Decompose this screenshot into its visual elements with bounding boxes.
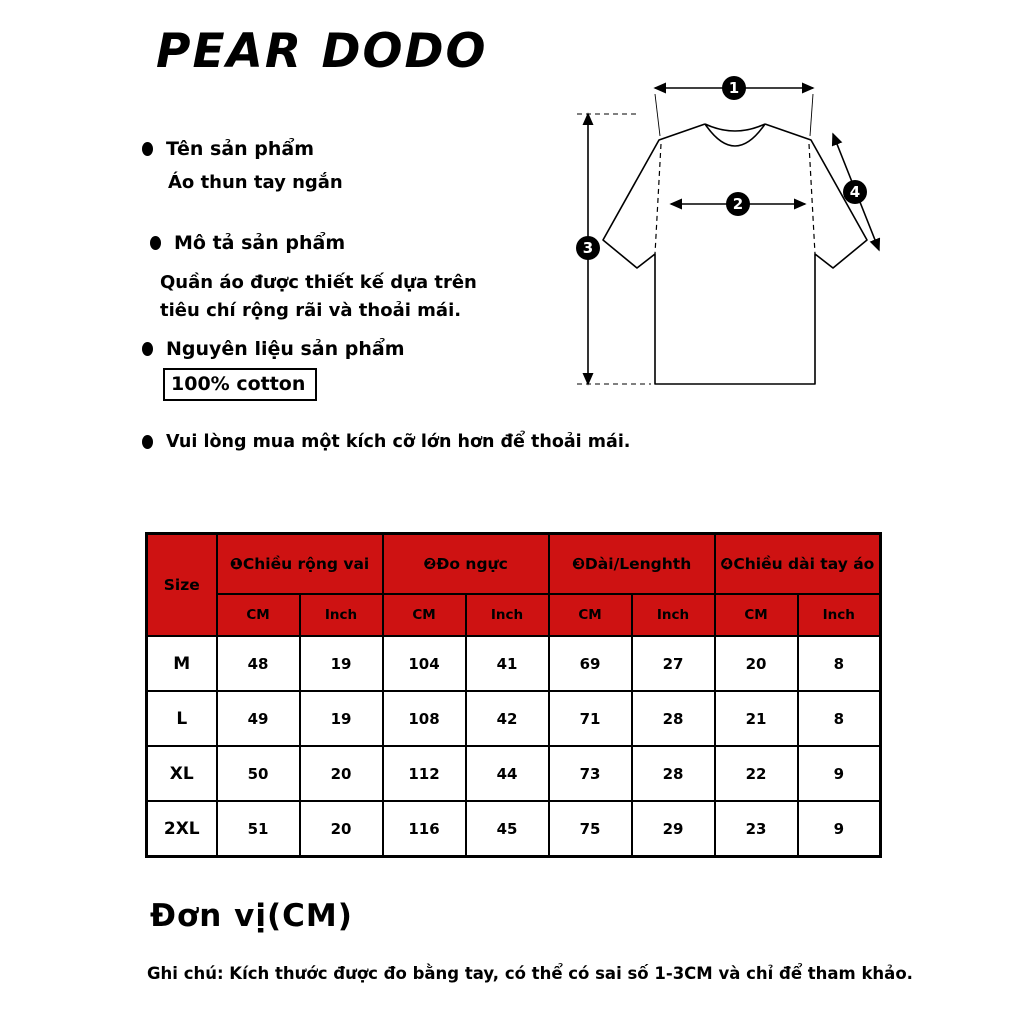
bullet-icon [150,236,161,250]
material-heading [142,338,405,360]
right-sleeve-seam [809,144,815,254]
value-cell: 51 [217,801,300,857]
size-chart-table [145,532,882,858]
value-cell: 71 [549,691,632,746]
product-name-heading [142,138,314,160]
value-cell: 19 [300,636,383,691]
value-cell: 9 [798,746,881,801]
product-name-value [168,172,343,193]
product-name-text: Áo thun tay ngắn [168,172,343,193]
value-cell: 20 [300,746,383,801]
measurement-note: Ghi chú: Kích thước được đo bằng tay, có thể có sai số 1-3CM và chỉ để tham khảo. [147,964,913,983]
value-cell: 50 [217,746,300,801]
value-cell: 21 [715,691,798,746]
inch-header: Inch [466,594,549,636]
table-row-m [147,636,881,691]
unit-header-row [147,594,881,636]
description-label: Mô tả sản phẩm [174,232,346,254]
product-name-label: Tên sản phẩm [166,138,315,160]
inch-header: Inch [300,594,383,636]
group-header-length: ❸Dài/Lenghth [549,534,715,595]
value-cell: 45 [466,801,549,857]
value-cell: 41 [466,636,549,691]
value-cell: 48 [217,636,300,691]
material-value [163,368,317,401]
inch-header: Inch [632,594,715,636]
group-header-shoulder-width: ❶Chiều rộng vai [217,534,383,595]
value-cell: 28 [632,746,715,801]
cm-header: CM [383,594,466,636]
value-cell: 27 [632,636,715,691]
group-header-sleeve-length: ❹Chiều dài tay áo [715,534,881,595]
value-cell: 19 [300,691,383,746]
value-cell: 44 [466,746,549,801]
measure-2-label: 2 [732,195,744,213]
tshirt-measurement-diagram [563,72,913,422]
description-text-2: tiêu chí rộng rãi và thoải mái. [160,300,462,321]
value-cell: 20 [715,636,798,691]
value-cell: 29 [632,801,715,857]
cm-header: CM [217,594,300,636]
table-row-xl [147,746,881,801]
bullet-icon [142,142,153,156]
cm-header: CM [549,594,632,636]
description-heading [150,232,345,254]
tshirt-outline [603,124,867,384]
value-cell: 49 [217,691,300,746]
value-cell: 73 [549,746,632,801]
value-cell: 28 [632,691,715,746]
value-cell: 8 [798,691,881,746]
size-cell: M [147,636,217,691]
measure-3-label: 3 [582,239,594,257]
value-cell: 116 [383,801,466,857]
value-cell: 112 [383,746,466,801]
measure-1-label: 1 [728,79,740,97]
bullet-icon [142,342,153,356]
size-column-header: Size [147,534,217,637]
cm-header: CM [715,594,798,636]
table-row-l [147,691,881,746]
value-cell: 104 [383,636,466,691]
inch-header: Inch [798,594,881,636]
group-header-row [147,534,881,595]
brand-logo: PEAR DODO [156,24,488,79]
size-cell: 2XL [147,801,217,857]
left-sleeve-seam [655,144,661,254]
value-cell: 42 [466,691,549,746]
measure-2-chest [671,192,805,216]
unit-label: Đơn vị(CM) [150,898,353,934]
value-cell: 23 [715,801,798,857]
size-cell: L [147,691,217,746]
bullet-icon [142,435,153,449]
sizing-advice-text: Vui lòng mua một kích cỡ lớn hơn để thoải mái. [166,432,631,452]
group-header-chest: ❷Đo ngực [383,534,549,595]
description-text-1: Quần áo được thiết kế dựa trên [160,272,477,293]
value-cell: 108 [383,691,466,746]
sizing-advice [142,432,630,452]
material-label: Nguyên liệu sản phẩm [166,338,405,360]
measure-4-label: 4 [849,183,861,201]
value-cell: 20 [300,801,383,857]
size-cell: XL [147,746,217,801]
description-line-1 [160,272,477,293]
table-row-2xl [147,801,881,857]
value-cell: 8 [798,636,881,691]
value-cell: 69 [549,636,632,691]
value-cell: 75 [549,801,632,857]
cotton-badge: 100% cotton [163,368,317,401]
value-cell: 9 [798,801,881,857]
description-line-2 [160,300,461,321]
value-cell: 22 [715,746,798,801]
measure-1-shoulder [655,76,813,136]
